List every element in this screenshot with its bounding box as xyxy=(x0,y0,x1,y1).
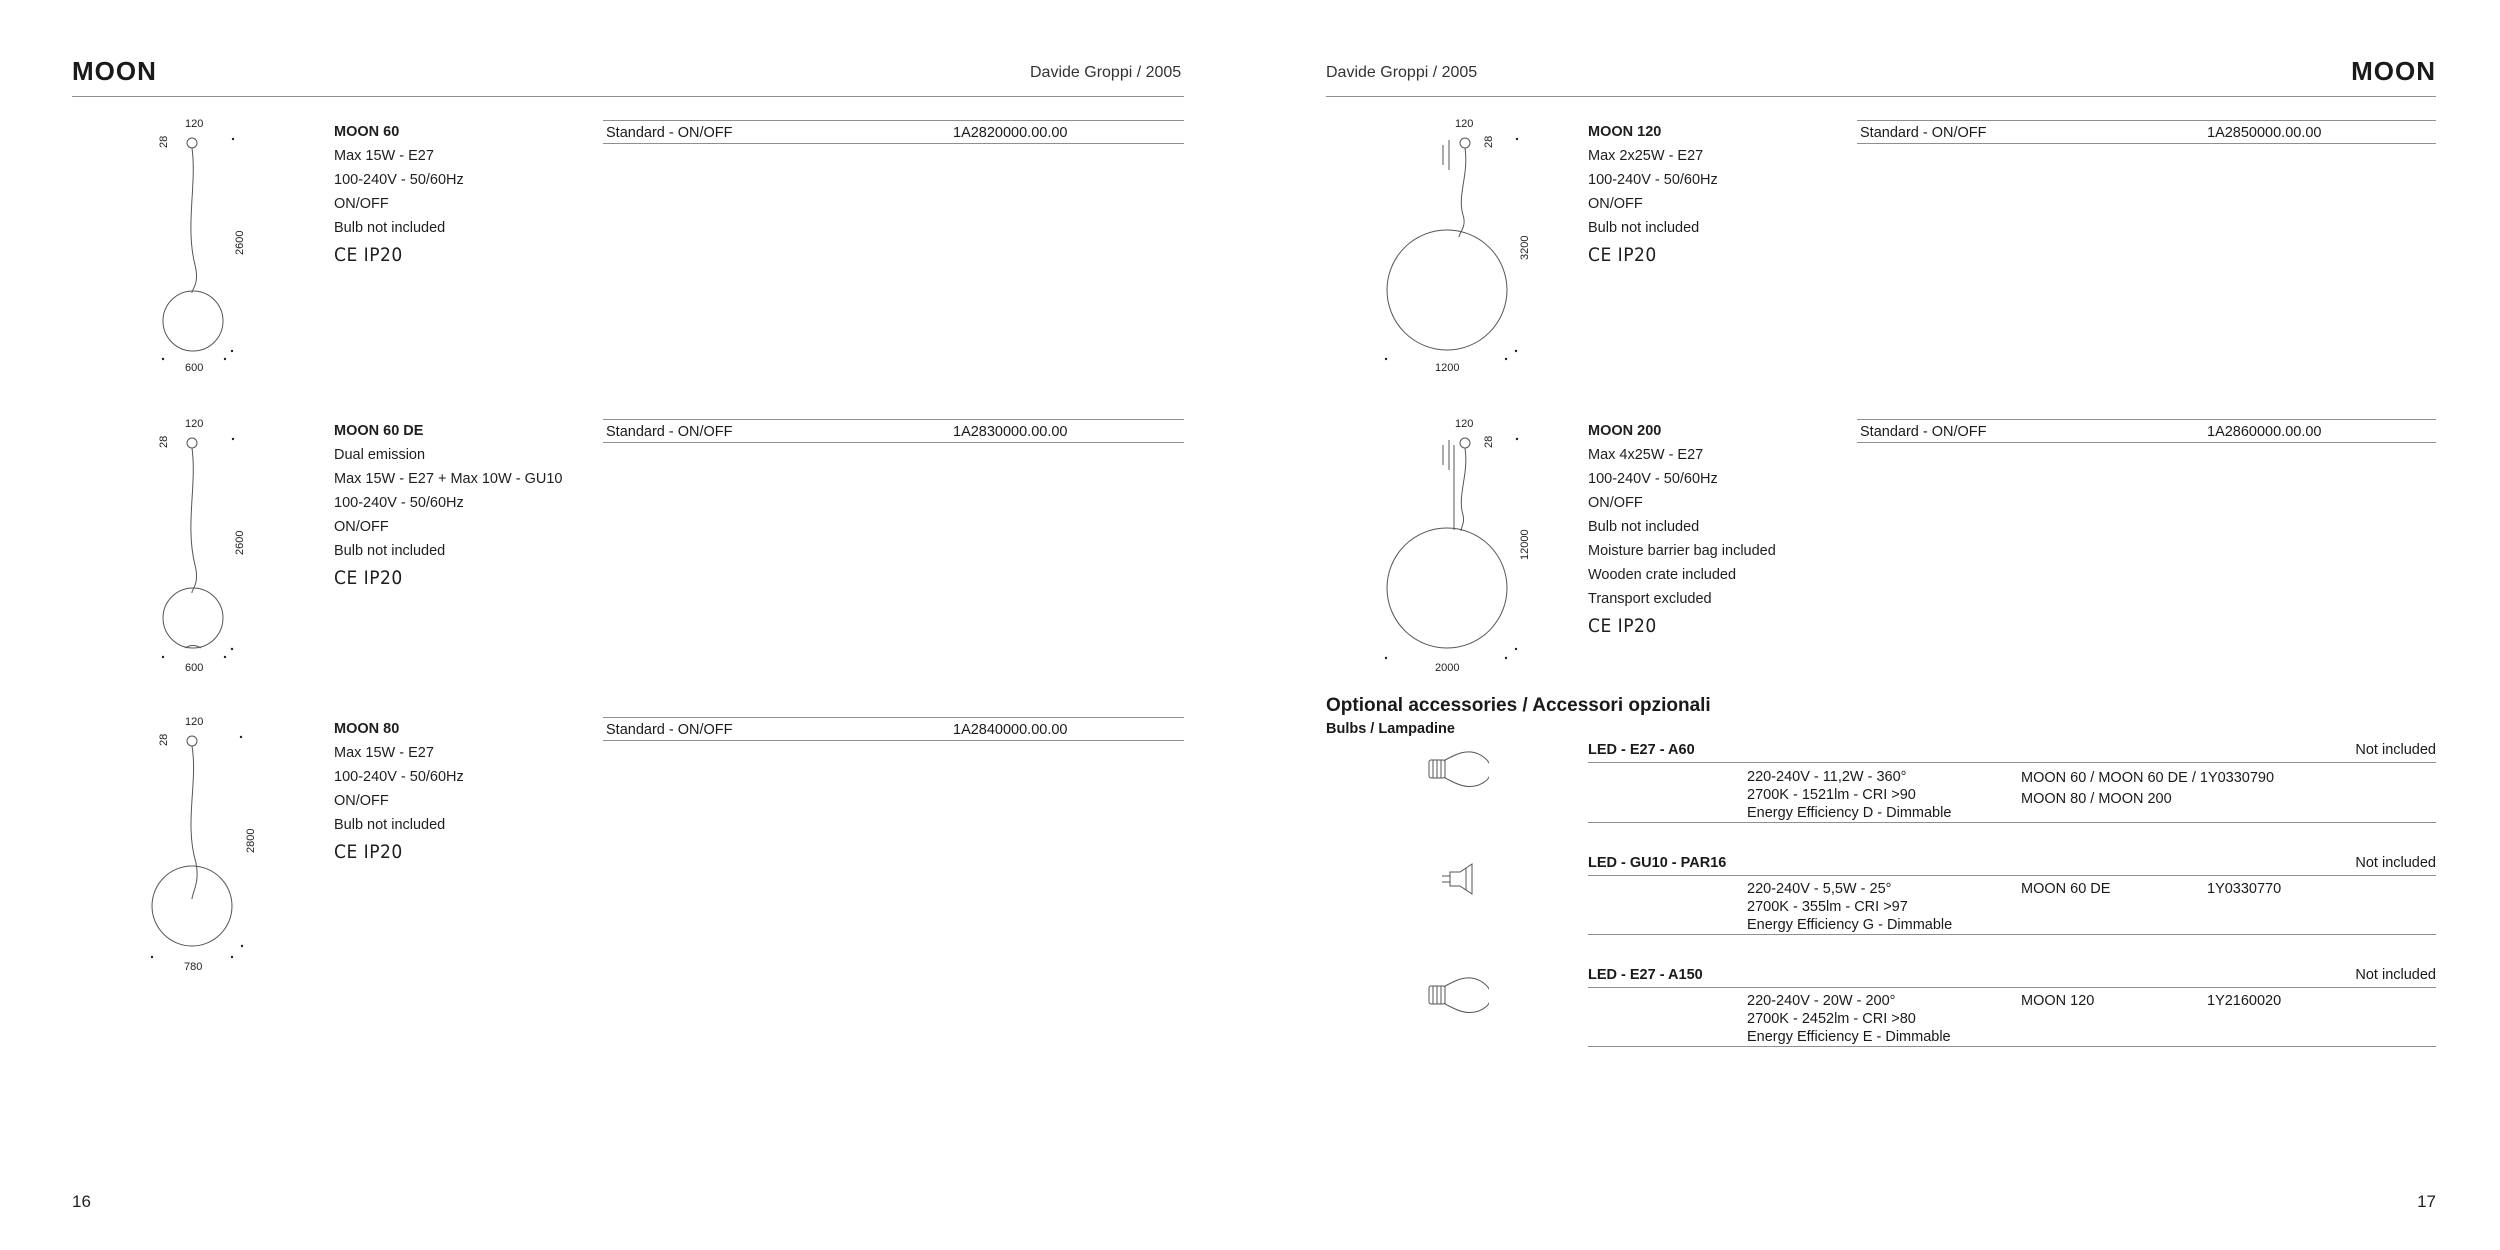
bulb-spec-line: 220-240V - 11,2W - 360° xyxy=(1747,769,1907,785)
bulb-rule xyxy=(1588,934,2436,935)
version-label: Standard - ON/OFF xyxy=(1860,424,1987,440)
bulb-specs xyxy=(1747,880,1952,934)
product-name: MOON 200 xyxy=(1588,423,1662,439)
version-label: Standard - ON/OFF xyxy=(606,424,733,440)
bulb-spec-line: 2700K - 2452lm - CRI >80 xyxy=(1747,1011,1916,1027)
product-spec-line: Bulb not included xyxy=(334,817,446,833)
product-moon-60-de xyxy=(334,419,562,591)
version-label: Standard - ON/OFF xyxy=(606,125,733,141)
product-spec-line: Bulb not included xyxy=(1588,519,1700,535)
product-spec-line: ON/OFF xyxy=(334,519,389,535)
product-spec-line: Max 15W - E27 xyxy=(334,148,434,164)
product-moon-120 xyxy=(1588,120,1718,268)
product-moon-200 xyxy=(1588,419,1776,639)
product-spec-line: 100-240V - 50/60Hz xyxy=(1588,172,1718,188)
bulb-spec-line: Energy Efficiency E - Dimmable xyxy=(1747,1029,1951,1045)
product-spec-line: Max 15W - E27 xyxy=(334,745,434,761)
version-row-moon-200 xyxy=(1857,419,2436,443)
bulb-compat xyxy=(2021,768,2274,810)
brand-title-right: MOON xyxy=(2351,56,2436,86)
accessories-subtitle: Bulbs / Lampadine xyxy=(1326,721,1455,737)
product-name: MOON 60 DE xyxy=(334,423,424,439)
bulb-rule xyxy=(1588,762,2436,763)
svg-text:120: 120 xyxy=(185,716,204,728)
version-row-moon-60 xyxy=(603,120,1184,144)
product-spec-line: 100-240V - 50/60Hz xyxy=(334,769,464,785)
bulb-status: Not included xyxy=(2355,967,2436,983)
bulb-rule xyxy=(1588,822,2436,823)
bulb-a60-icon xyxy=(1425,748,1489,788)
product-spec-line: ON/OFF xyxy=(1588,196,1643,212)
compat-model: MOON 120 xyxy=(2021,993,2095,1009)
brand-title-left: MOON xyxy=(72,56,157,86)
product-spec-line: Wooden crate included xyxy=(1588,567,1737,583)
product-spec-line: Dual emission xyxy=(334,447,426,463)
moon-80-drawing xyxy=(140,713,265,983)
svg-text:28: 28 xyxy=(1483,435,1495,448)
svg-text:3200: 3200 xyxy=(1519,235,1531,260)
product-code: 1A2860000.00.00 xyxy=(2207,424,2322,440)
svg-text:2600: 2600 xyxy=(234,230,246,255)
compat-model: MOON 60 / MOON 60 DE / xyxy=(2021,770,2200,786)
designer-credit-left: Davide Groppi / 2005 xyxy=(1030,64,1182,81)
svg-text:2600: 2600 xyxy=(234,530,246,555)
bulb-specs xyxy=(1747,768,1951,822)
page-number-right: 17 xyxy=(2417,1192,2436,1211)
svg-text:120: 120 xyxy=(1455,418,1474,430)
product-moon-80 xyxy=(334,717,464,865)
product-spec-line: 100-240V - 50/60Hz xyxy=(1588,471,1718,487)
product-spec-line: ON/OFF xyxy=(334,793,389,809)
product-spec-line: Max 4x25W - E27 xyxy=(1588,447,1704,463)
product-code: 1A2840000.00.00 xyxy=(953,722,1068,738)
bulb-rule xyxy=(1588,1046,2436,1047)
bulb-name: LED - GU10 - PAR16 xyxy=(1588,855,1727,871)
product-spec-line: Moisture barrier bag included xyxy=(1588,543,1776,559)
product-spec-line: Bulb not included xyxy=(334,543,446,559)
svg-text:28: 28 xyxy=(158,733,170,746)
svg-text:12000: 12000 xyxy=(1519,529,1531,560)
svg-text:120: 120 xyxy=(185,418,204,430)
product-spec-line: ON/OFF xyxy=(1588,495,1643,511)
accessories-title: Optional accessories / Accessori opzionali xyxy=(1326,695,1711,716)
certification-marks: CE IP20 xyxy=(334,841,403,863)
bulb-rule xyxy=(1588,875,2436,876)
bulb-name: LED - E27 - A60 xyxy=(1588,742,1695,758)
bulb-rule xyxy=(1588,987,2436,988)
bulb-a150-icon xyxy=(1425,974,1489,1014)
product-spec-line: 100-240V - 50/60Hz xyxy=(334,172,464,188)
product-spec-line: Max 15W - E27 + Max 10W - GU10 xyxy=(334,471,563,487)
bulb-specs xyxy=(1747,992,1951,1046)
svg-text:120: 120 xyxy=(1455,118,1474,130)
bulb-gu10-icon xyxy=(1438,862,1478,898)
moon-200-drawing xyxy=(1375,415,1535,677)
bulb-spec-line: 220-240V - 5,5W - 25° xyxy=(1747,881,1892,897)
product-spec-line: Transport excluded xyxy=(1588,591,1712,607)
page-number-left: 16 xyxy=(72,1192,91,1211)
svg-text:1200: 1200 xyxy=(1435,362,1460,374)
product-code: 1A2850000.00.00 xyxy=(2207,125,2322,141)
bulb-spec-line: Energy Efficiency G - Dimmable xyxy=(1747,917,1953,933)
version-label: Standard - ON/OFF xyxy=(1860,125,1987,141)
product-spec-line: ON/OFF xyxy=(334,196,389,212)
certification-marks: CE IP20 xyxy=(334,567,403,589)
header-rule-left xyxy=(72,96,1184,97)
moon-60-drawing xyxy=(145,115,260,375)
svg-text:2800: 2800 xyxy=(245,828,257,853)
product-spec-line: Bulb not included xyxy=(334,220,446,236)
bulb-spec-line: 2700K - 1521lm - CRI >90 xyxy=(1747,787,1916,803)
version-label: Standard - ON/OFF xyxy=(606,722,733,738)
compat-model: MOON 60 DE xyxy=(2021,881,2111,897)
svg-text:600: 600 xyxy=(185,662,204,674)
version-row-moon-120 xyxy=(1857,120,2436,144)
product-code: 1A2820000.00.00 xyxy=(953,125,1068,141)
svg-text:600: 600 xyxy=(185,362,204,374)
product-moon-60 xyxy=(334,120,464,268)
designer-credit-right: Davide Groppi / 2005 xyxy=(1326,64,1478,81)
product-name: MOON 60 xyxy=(334,124,400,140)
certification-marks: CE IP20 xyxy=(1588,615,1657,637)
product-spec-line: Max 2x25W - E27 xyxy=(1588,148,1704,164)
product-code: 1A2830000.00.00 xyxy=(953,424,1068,440)
moon-60-de-drawing xyxy=(145,415,260,675)
svg-text:28: 28 xyxy=(158,435,170,448)
product-spec-line: 100-240V - 50/60Hz xyxy=(334,495,464,511)
bulb-status: Not included xyxy=(2355,742,2436,758)
bulb-spec-line: Energy Efficiency D - Dimmable xyxy=(1747,805,1952,821)
svg-text:2000: 2000 xyxy=(1435,662,1460,674)
compat-code: 1Y2160020 xyxy=(2207,993,2282,1009)
bulb-name: LED - E27 - A150 xyxy=(1588,967,1703,983)
moon-120-drawing xyxy=(1375,115,1535,377)
header-rule-right xyxy=(1326,96,2436,97)
compat-code: 1Y0330790 xyxy=(2199,770,2275,786)
product-spec-line: Bulb not included xyxy=(1588,220,1700,236)
svg-text:28: 28 xyxy=(158,135,170,148)
svg-text:28: 28 xyxy=(1483,135,1495,148)
product-name: MOON 120 xyxy=(1588,124,1662,140)
version-row-moon-80 xyxy=(603,717,1184,741)
compat-model: MOON 80 / MOON 200 xyxy=(2021,791,2172,807)
product-name: MOON 80 xyxy=(334,721,400,737)
bulb-spec-line: 220-240V - 20W - 200° xyxy=(1747,993,1896,1009)
svg-text:780: 780 xyxy=(184,961,203,973)
certification-marks: CE IP20 xyxy=(1588,244,1657,266)
bulb-status: Not included xyxy=(2355,855,2436,871)
version-row-moon-60-de xyxy=(603,419,1184,443)
compat-code: 1Y0330770 xyxy=(2207,881,2282,897)
bulb-spec-line: 2700K - 355lm - CRI >97 xyxy=(1747,899,1908,915)
svg-text:120: 120 xyxy=(185,118,204,130)
certification-marks: CE IP20 xyxy=(334,244,403,266)
